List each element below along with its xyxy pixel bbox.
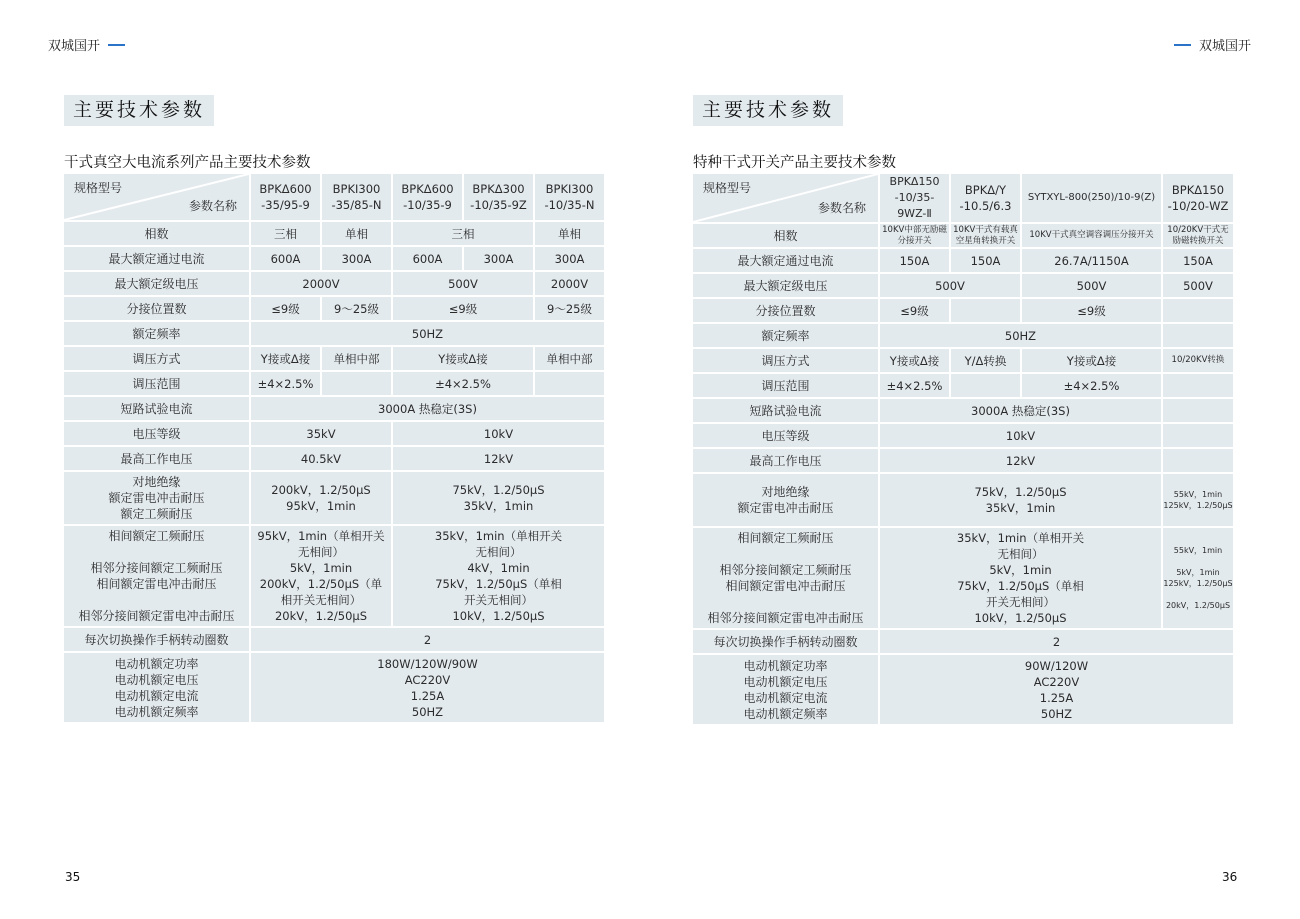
row-label: 最大额定级电压: [64, 272, 249, 295]
table-header-row: [64, 174, 604, 220]
table-cell: Y/Δ转换: [951, 349, 1020, 372]
table-cell: 500V: [1163, 274, 1233, 297]
table-cell: 10KV中部无励磁 分接开关: [880, 224, 949, 247]
row-label: 短路试验电流: [64, 397, 249, 420]
table-row: [64, 422, 604, 445]
table-cell: 10kV: [880, 424, 1161, 447]
table-row: [693, 424, 1233, 447]
row-label: 相间额定工频耐压 相邻分接间额定工频耐压 相间额定雷电冲击耐压 相邻分接间额定雷电冲击耐压: [693, 528, 878, 628]
table-cell: 600A: [393, 247, 462, 270]
table-subtitle-left: 干式真空大电流系列产品主要技术参数: [64, 155, 311, 171]
row-label: 每次切换操作手柄转动圈数: [693, 630, 878, 653]
table-cell: 180W/120W/90W AC220V 1.25A 50HZ: [251, 653, 604, 722]
row-label: 对地绝缘 额定雷电冲击耐压 额定工频耐压: [64, 472, 249, 524]
table-cell: 40.5kV: [251, 447, 391, 470]
table-cell: ±4×2.5%: [393, 372, 533, 395]
table-cell: Y接或Δ接: [251, 347, 320, 370]
table-row: [64, 526, 604, 626]
table-row: [64, 322, 604, 345]
table-row: [693, 299, 1233, 322]
corner-model-label: 规格型号: [703, 181, 752, 195]
table-cell: ≤9级: [880, 299, 949, 322]
table-cell: Y接或Δ接: [1022, 349, 1161, 372]
row-label: 对地绝缘 额定雷电冲击耐压: [693, 474, 878, 526]
table-row: [64, 247, 604, 270]
table-cell: 55kV，1min 5kV，1min 125kV，1.2/50μS 20kV，1.2/50μS: [1163, 528, 1233, 628]
table-row: [64, 347, 604, 370]
model-header: BPKΔ600 -35/95-9: [251, 174, 320, 220]
row-label: 调压范围: [693, 374, 878, 397]
table-cell: 2: [251, 628, 604, 651]
table-cell: 50HZ: [251, 322, 604, 345]
brand-header-left: [48, 35, 125, 54]
table-cell: [322, 372, 391, 395]
row-label: 最高工作电压: [693, 449, 878, 472]
table-row: [64, 272, 604, 295]
table-cell: 150A: [880, 249, 949, 272]
table-cell: 2000V: [251, 272, 391, 295]
model-header: BPKI300 -35/85-N: [322, 174, 391, 220]
row-label: 分接位置数: [693, 299, 878, 322]
table-cell: 50HZ: [880, 324, 1161, 347]
row-label: 额定频率: [64, 322, 249, 345]
table-cell: 单相中部: [535, 347, 604, 370]
table-row: [693, 449, 1233, 472]
table-row: [64, 397, 604, 420]
page-number-left: 35: [65, 870, 81, 884]
accent-dash: [108, 44, 125, 46]
accent-dash: [1174, 44, 1191, 46]
row-label: 电压等级: [64, 422, 249, 445]
table-cell: 200kV，1.2/50μS 95kV，1min: [251, 472, 391, 524]
table-cell: 90W/120W AC220V 1.25A 50HZ: [880, 655, 1233, 724]
table-cell: 300A: [322, 247, 391, 270]
table-cell: 150A: [1163, 249, 1233, 272]
table-cell: 3000A 热稳定(3S): [251, 397, 604, 420]
table-cell: 300A: [464, 247, 533, 270]
row-label: 调压方式: [693, 349, 878, 372]
table-cell: ±4×2.5%: [1022, 374, 1161, 397]
model-header: BPKΔ300 -10/35-9Z: [464, 174, 533, 220]
table-cell: 10KV干式有载真 空星角转换开关: [951, 224, 1020, 247]
table-cell: 35kV: [251, 422, 391, 445]
table-header-row: [693, 174, 1233, 222]
table-cell: [1163, 299, 1233, 322]
table-subtitle-right: 特种干式开关产品主要技术参数: [693, 155, 896, 171]
row-label: 短路试验电流: [693, 399, 878, 422]
table-cell: 单相: [322, 222, 391, 245]
table-row: [693, 224, 1233, 247]
table-cell: 10KV干式真空调容调压分接开关: [1022, 224, 1161, 247]
table-cell: 9～25级: [535, 297, 604, 320]
table-row: [64, 472, 604, 524]
table-row: [693, 399, 1233, 422]
table-cell: [951, 299, 1020, 322]
corner-model-label: 规格型号: [74, 181, 123, 195]
row-label: 最大额定通过电流: [693, 249, 878, 272]
table-cell: ≤9级: [251, 297, 320, 320]
table-cell: 12kV: [393, 447, 604, 470]
brand-header-right: [1174, 35, 1251, 54]
table-cell: Y接或Δ接: [393, 347, 533, 370]
table-cell: 35kV，1min（单相开关 无相间） 4kV，1min 75kV，1.2/50μS（单相 开关无相间） 10kV，1.2/50μS: [393, 526, 604, 626]
row-label: 相数: [693, 224, 878, 247]
table-cell: 600A: [251, 247, 320, 270]
table-row: [693, 349, 1233, 372]
row-label: 电动机额定功率 电动机额定电压 电动机额定电流 电动机额定频率: [64, 653, 249, 722]
corner-header-cell: [64, 174, 249, 220]
table-cell: 10kV: [393, 422, 604, 445]
section-title-right: 主要技术参数: [693, 95, 843, 126]
model-header: BPKΔ/Y -10.5/6.3: [951, 174, 1020, 222]
row-label: 相数: [64, 222, 249, 245]
model-header: BPKΔ150 -10/35-9WZ-Ⅱ: [880, 174, 949, 222]
table-cell: 单相中部: [322, 347, 391, 370]
model-header: BPKΔ150 -10/20-WZ: [1163, 174, 1233, 222]
table-cell: 三相: [251, 222, 320, 245]
brand-name: 双城国开: [48, 39, 101, 54]
table-cell: 75kV，1.2/50μS 35kV，1min: [393, 472, 604, 524]
table-row: [693, 528, 1233, 628]
spec-table-left: [62, 172, 606, 724]
page-number-right: 36: [1222, 870, 1238, 884]
table-row: [64, 653, 604, 722]
table-cell: 9～25级: [322, 297, 391, 320]
model-header: BPKΔ600 -10/35-9: [393, 174, 462, 220]
table-cell: 95kV，1min（单相开关 无相间） 5kV，1min 200kV，1.2/50μS（单 相开关无相间） 20kV，1.2/50μS: [251, 526, 391, 626]
row-label: 调压范围: [64, 372, 249, 395]
table-row: [693, 249, 1233, 272]
table-row: [64, 297, 604, 320]
table-row: [64, 447, 604, 470]
row-label: 相间额定工频耐压 相邻分接间额定工频耐压 相间额定雷电冲击耐压 相邻分接间额定雷电冲击耐压: [64, 526, 249, 626]
model-header: SYTXYL-800(250)/10-9(Z): [1022, 174, 1161, 222]
row-label: 电动机额定功率 电动机额定电压 电动机额定电流 电动机额定频率: [693, 655, 878, 724]
table-cell: ±4×2.5%: [880, 374, 949, 397]
spec-table-right: [691, 172, 1235, 726]
brand-name: 双城国开: [1198, 39, 1251, 54]
table-cell: 12kV: [880, 449, 1161, 472]
table-cell: 55kV，1min 125kV，1.2/50μS: [1163, 474, 1233, 526]
corner-param-label: 参数名称: [817, 201, 866, 215]
table-cell: 26.7A/1150A: [1022, 249, 1161, 272]
table-cell: 500V: [880, 274, 1020, 297]
table-cell: [1163, 424, 1233, 447]
row-label: 每次切换操作手柄转动圈数: [64, 628, 249, 651]
table-cell: 三相: [393, 222, 533, 245]
table-cell: 150A: [951, 249, 1020, 272]
section-title-left: 主要技术参数: [64, 95, 214, 126]
table-cell: 300A: [535, 247, 604, 270]
table-row: [64, 372, 604, 395]
table-row: [693, 324, 1233, 347]
table-row: [693, 374, 1233, 397]
table-cell: ±4×2.5%: [251, 372, 320, 395]
table-cell: 单相: [535, 222, 604, 245]
table-row: [693, 474, 1233, 526]
table-row: [64, 628, 604, 651]
row-label: 最大额定级电压: [693, 274, 878, 297]
table-cell: [535, 372, 604, 395]
table-cell: Y接或Δ接: [880, 349, 949, 372]
table-cell: 3000A 热稳定(3S): [880, 399, 1161, 422]
table-cell: [1163, 399, 1233, 422]
row-label: 最大额定通过电流: [64, 247, 249, 270]
row-label: 电压等级: [693, 424, 878, 447]
table-cell: ≤9级: [1022, 299, 1161, 322]
row-label: 分接位置数: [64, 297, 249, 320]
table-cell: [1163, 374, 1233, 397]
table-cell: 10/20KV干式无 励磁转换开关: [1163, 224, 1233, 247]
table-cell: [1163, 324, 1233, 347]
corner-header-cell: [693, 174, 878, 222]
row-label: 最高工作电压: [64, 447, 249, 470]
row-label: 调压方式: [64, 347, 249, 370]
table-cell: 2000V: [535, 272, 604, 295]
table-cell: 2: [880, 630, 1233, 653]
table-cell: 500V: [393, 272, 533, 295]
table-cell: [1163, 449, 1233, 472]
row-label: 额定频率: [693, 324, 878, 347]
table-row: [693, 630, 1233, 653]
model-header: BPKI300 -10/35-N: [535, 174, 604, 220]
table-cell: 35kV，1min（单相开关 无相间） 5kV，1min 75kV，1.2/50μS（单相 开关无相间） 10kV，1.2/50μS: [880, 528, 1161, 628]
table-row: [693, 274, 1233, 297]
table-row: [64, 222, 604, 245]
table-row: [693, 655, 1233, 724]
table-cell: 10/20KV转换: [1163, 349, 1233, 372]
corner-param-label: 参数名称: [188, 199, 237, 213]
table-cell: 500V: [1022, 274, 1161, 297]
table-cell: 75kV，1.2/50μS 35kV，1min: [880, 474, 1161, 526]
table-cell: ≤9级: [393, 297, 533, 320]
table-cell: [951, 374, 1020, 397]
